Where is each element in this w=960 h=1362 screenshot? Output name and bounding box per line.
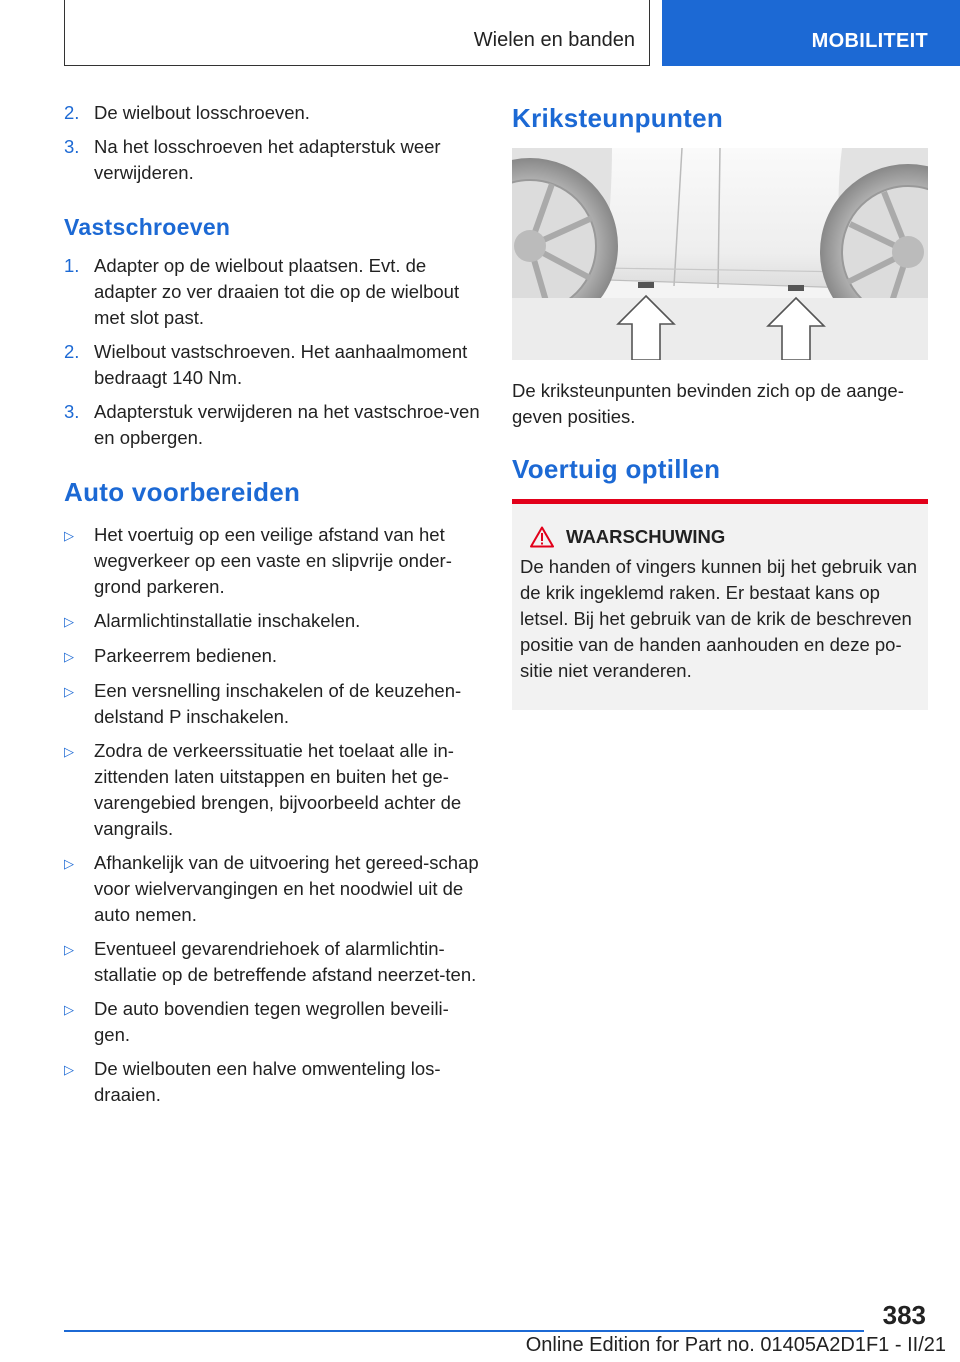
right-column [512, 103, 928, 710]
header-section-title: Wielen en banden [473, 29, 635, 51]
step-text: De wielbout losschroeven. [94, 102, 310, 123]
bullet-text: Alarmlichtinstallatie inschakelen. [94, 610, 361, 631]
bullet-text: Afhankelijk van de uitvoering het gereed-schap voor wielvervangingen en het noodwiel uit de auto nemen. [94, 852, 479, 925]
bullet-item [64, 608, 480, 635]
bullet-text: Een versnelling inschakelen of de keuzehen-delstand P inschakelen. [94, 680, 462, 727]
page-number: 383 [882, 1300, 926, 1330]
footer-divider [64, 1330, 864, 1332]
header-chapter-label: MOBILITEIT [811, 30, 928, 52]
bullet-item [64, 936, 480, 988]
bullet-text: Zodra de verkeerssituatie het toelaat alle in-zittenden laten uitstappen en buiten het ge-varengebied brengen, bijvoorbeeld achter de vangrails. [94, 740, 462, 839]
jack-points-illustration [512, 148, 928, 360]
step-text: Na het losschroeven het adapterstuk weer verwijderen. [94, 136, 441, 183]
step-item [64, 100, 480, 126]
triangle-bullet-icon: ▷ [64, 942, 74, 957]
bullet-text: Parkeerrem bedienen. [94, 645, 278, 666]
step-text: Adapterstuk verwijderen na het vastschroe-ven en opbergen. [94, 401, 480, 448]
bullet-text: Eventueel gevarendriehoek of alarmlichtin-stallatie op de betreffende afstand neerzet-ten. [94, 938, 477, 985]
triangle-bullet-icon: ▷ [64, 684, 74, 699]
bullet-text: De wielbouten een halve omwenteling los-draaien. [94, 1058, 441, 1105]
triangle-bullet-icon: ▷ [64, 1062, 74, 1077]
triangle-bullet-icon: ▷ [64, 856, 74, 871]
figure-caption: De kriksteunpunten bevinden zich op de aange-geven posities. [512, 380, 904, 427]
step-number: 3. [64, 401, 80, 422]
triangle-bullet-icon: ▷ [64, 614, 74, 629]
warning-header [520, 526, 920, 548]
step-number: 3. [64, 136, 80, 157]
triangle-bullet-icon: ▷ [64, 649, 74, 664]
triangle-bullet-icon: ▷ [64, 744, 74, 759]
section-heading-vastschroeven: Vastschroeven [64, 214, 231, 240]
warning-box [512, 499, 928, 710]
left-column [64, 100, 480, 1116]
bullet-item [64, 522, 480, 600]
section-heading-voertuig-optillen: Voertuig optillen [512, 454, 721, 484]
section-heading-auto-voorbereiden: Auto voorbereiden [64, 477, 301, 507]
car-side-jack-points-image [512, 148, 928, 360]
step-text: Wielbout vastschroeven. Het aanhaalmoment bedraagt 140 Nm. [94, 341, 468, 388]
warning-text: De handen of vingers kunnen bij het gebruik van de krik ingeklemd raken. Er bestaat kans op letsel. Bij het gebruik van de krik de beschreven positie van de handen aanhouden en deze po-sitie niet veranderen. [520, 556, 917, 681]
step-item [64, 399, 480, 451]
section-heading-kriksteunpunten: Kriksteunpunten [512, 103, 724, 133]
bullet-item [64, 1056, 480, 1108]
step-item [64, 339, 480, 391]
step-item [64, 134, 480, 186]
warning-label: WAARSCHUWING [566, 526, 726, 547]
header-section-box [64, 0, 650, 66]
triangle-bullet-icon: ▷ [64, 1002, 74, 1017]
warning-triangle-icon [530, 526, 554, 548]
header-chapter-tab[interactable] [662, 0, 960, 66]
bullet-item [64, 678, 480, 730]
bullet-item [64, 850, 480, 928]
bullet-text: Het voertuig op een veilige afstand van het wegverkeer op een vaste en slipvrije onder-grond parkeren. [94, 524, 452, 597]
triangle-bullet-icon: ▷ [64, 528, 74, 543]
step-number: 2. [64, 341, 80, 362]
footer-edition-text: Online Edition for Part no. 01405A2D1F1 - II/21 [525, 1334, 946, 1356]
step-text: Adapter op de wielbout plaatsen. Evt. de adapter zo ver draaien tot die op de wielbout met slot past. [94, 255, 460, 328]
bullet-item [64, 738, 480, 842]
bullet-item [64, 643, 480, 670]
step-number: 2. [64, 102, 80, 123]
bullet-text: De auto bovendien tegen wegrollen beveili-gen. [94, 998, 449, 1045]
bullet-item [64, 996, 480, 1048]
step-item [64, 253, 480, 331]
step-number: 1. [64, 255, 80, 276]
